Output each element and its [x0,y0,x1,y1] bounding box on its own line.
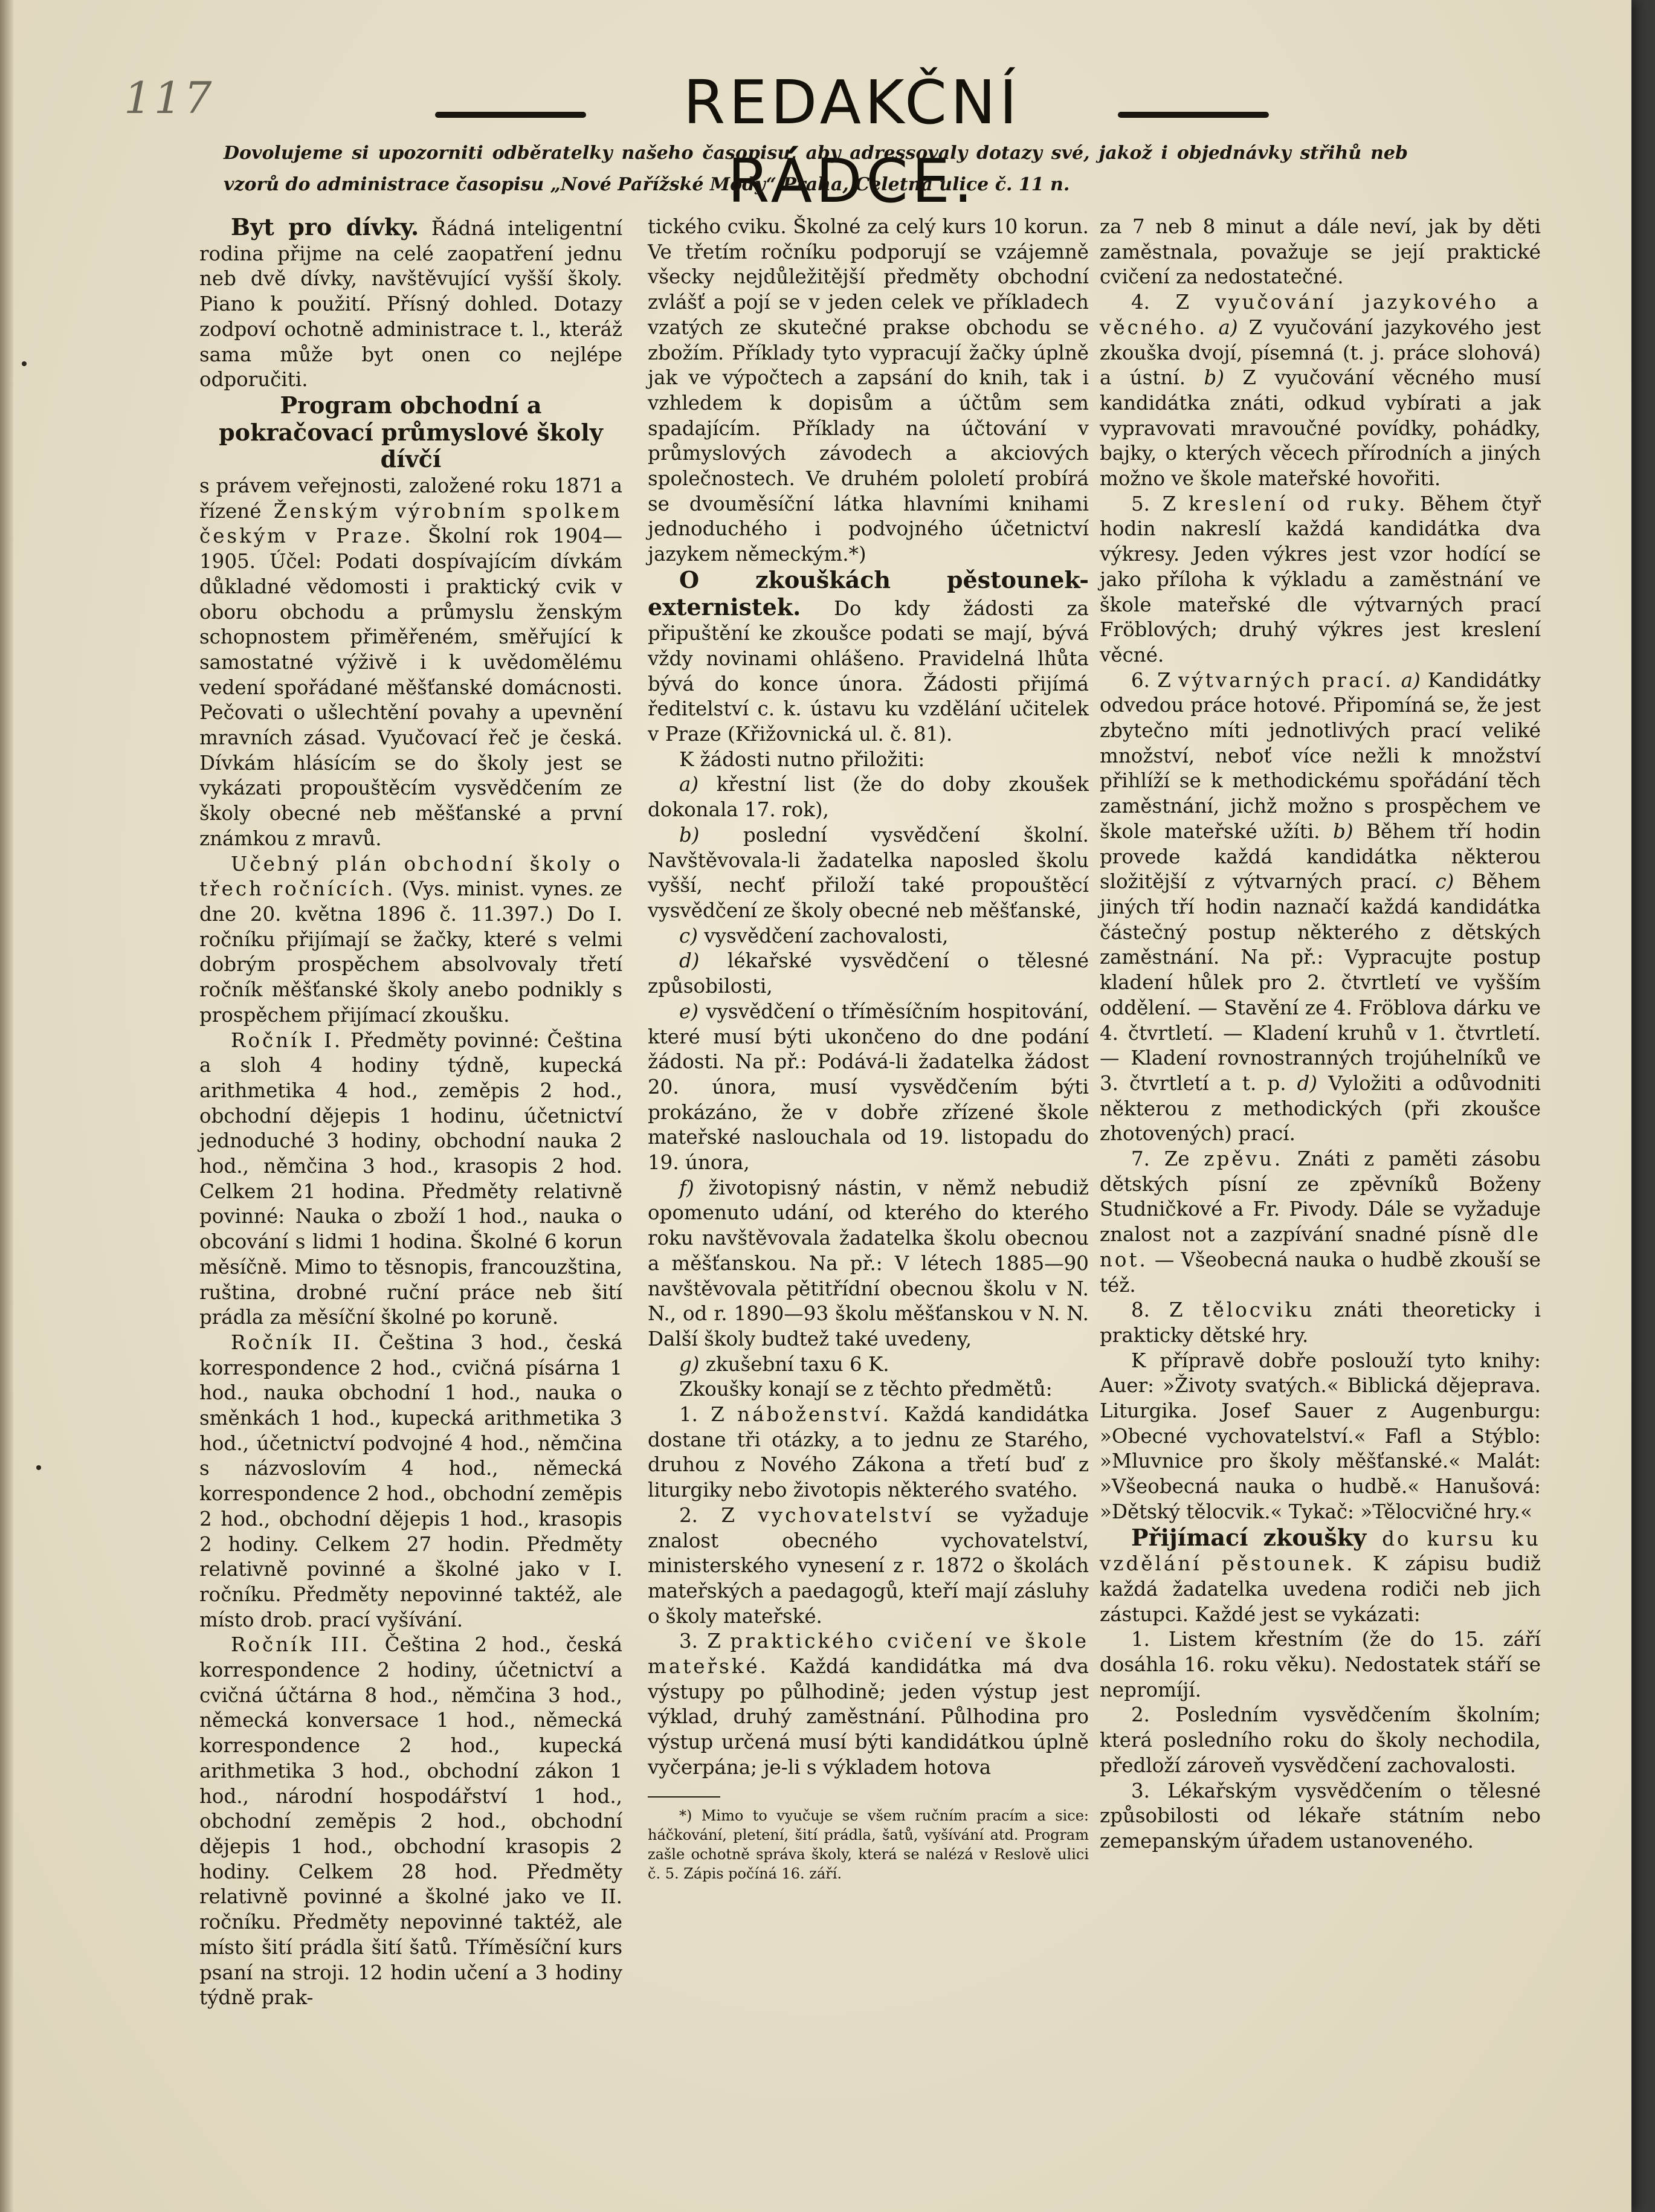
item-c: c) vysvědčení zachovalosti, [679,924,949,947]
editorial-notice: Dovolujeme si upozorniti odběratelky našeho časopisu, aby adressovaly dotazy své, jakož i objednávky střihů neb vzorů do administrace časopisu „Nové Pařížské Mody“ Praha, Celetná ulice č. 11 n. [224,143,1408,195]
subject-5: 5. Z kreslení od ruky. Během čtyř hodin nakreslí každá kandidátka dva výkresy. Jeden výkres jest vzor hodící se jako příloha k výkladu a zaměstnání ve škole mateřské dle výtvarných prací Fröblových; druhý výkres jest kreslení věcné. [1100,492,1541,666]
binding-edge [0,0,13,2212]
column-3 [1100,214,1541,1854]
footnote-rule [648,1796,720,1798]
column-2 [648,214,1089,1883]
article-heading-program: Program obchodní a pokračovací průmyslové školy dívčí [219,391,603,473]
requirement-3: 3. Lékařským vysvědčením o tělesné způsobilosti od lékaře státním nebo zemepanským úřadem ustanoveného. [1100,1779,1541,1852]
item-d: d) lékařské vysvědčení o tělesné způsobilosti, [648,949,1089,998]
rocnik-1: Ročník I. Předměty povinné: Čeština a sloh 4 hodiny týdně, kupecká arithmetika 4 hod., zeměpis 2 hod., obchodní dějepis 1 hodinu, účetnictví jednoduché 3 hodiny, obchodní nauka 2 hod., němčina 3 hod., krasopis 2 hod. Celkem 21 hodina. Předměty relativně povinné: Nauka o zboží 1 hod., nauka o obcování s lidmi 1 hodina. Školné 6 korun měsíčně. Mimo to těsnopis, francouzština, ruština, drobné ruční práce neb šití prádla za měsíční školné po koruně. [199,1028,622,1329]
print-speck [22,361,27,366]
subject-3: 3. Z praktického cvičení ve škole mateřské. Každá kandidátka má dva výstupy po půlhodině; jeden výstup jest výklad, druhý zaměstnání. Půlhodina pro výstup určená musí býti kandidátkou úplně vyčerpána; je-li s výkladem hotova [648,1630,1089,1779]
article-heading: Byt pro dívky. [231,213,419,240]
item-b: b) poslední vysvědčení školní. Navštěvovala-li žadatelka naposled školu vyšší, nechť přiloží také propouštěcí vysvědčení ze školy obecné neb měšťanské, [648,823,1089,922]
requirement-2: 2. Posledním vysvědčením školním; která posledního roku do školy nechodila, předloží zároveň vysvědčení zachovalosti. [1100,1703,1541,1777]
rocnik-2: Ročník II. Čeština 3 hod., česká korrespondence 2 hod., cvičná písárna 1 hod., nauka obchodní 1 hod., nauka o směnkách 1 hod., kupecká arithmetika 3 hod., účetnictví podvojné 4 hod., němčina s názvoslovím 4 hod., německá korrespondence 2 hod., obchodní zeměpis 2 hod., obchodní dějepis 1 hod., krasopis 2 hodiny. Celkem 27 hodin. Předměty relativně povinné a školné jako v I. ročníku. Předměty nepovinné taktéž, ale místo drob. prací vyšívání. [199,1330,622,1631]
page-title: REDAKČNÍ RÁDCE. [683,67,1021,216]
title-rule-right [1118,112,1269,118]
article-byt-pro-divky: Byt pro dívky. Řádná inteligentní rodina přijme na celé zaopatření jednu neb dvě dívky, navštěvující vyšší školy. Piano k použití. Přísný dohled. Dotazy zodpoví ochotně administrace t. l., kteráž sama může byt onen co nejlépe odporučiti. [199,213,622,392]
subject-8: 8. Z tělocviku znáti theoreticky i prakticky dětské hry. [1100,1298,1541,1347]
article-heading: O zkouškách pěstounek-externistek. [648,566,1089,621]
article-heading: Přijímací zkoušky [1131,1523,1367,1551]
subjects-intro: Zkoušky konají se z těchto předmětů: [679,1378,1053,1401]
subject-2: 2. Z vychovatelství se vyžaduje znalost obecného vychovatelství, ministerského vynesení z r. 1872 o školách mateřských a paedagogů, kteří mají zásluhy o školy mateřské. [648,1503,1089,1628]
book-list: K přípravě dobře poslouží tyto knihy: Auer: »Životy svatých.« Biblická dějeprava. Liturgika. Josef Sauer z Augenburgu: »Obecné vychovatelství.« Fafl a Stýblo: »Mluvnice pro školy měšťanské.« Malát: »Všeobecná nauka o hudbě.« Hanušová: »Dětský tělocvik.« Tykač: »Tělocvičné hry.« [1100,1349,1541,1523]
attachments-intro: K žádosti nutno přiložiti: [679,747,925,771]
column-1 [199,214,622,2011]
item-e: e) vysvědčení o tříměsíčním hospitování, které musí býti ukončeno do dne podání žádosti. Na př.: Podává-li žadatelka žádost 20. února, musí vysvědčením býti prokázáno, že v dobře zřízené škole mateřské naslouchala od 19. listopadu do 19. února, [648,999,1089,1175]
subject-7: 7. Ze zpěvu. Znáti z paměti zásobu dětských písní ze zpěvníků Boženy Studničkové a Fr. Pivody. Dále se vyžaduje znalost not a zazpívání snadné písně dle not. — Všeobecná nauka o hudbě zkouší se též. [1100,1147,1541,1297]
handwritten-page-number: 117 [124,73,215,123]
item-f: f) životopisný nástin, v němž nebudiž opomenuto udání, od kterého do kterého roku navštěvovala žadatelka školu obecnou a měšťanskou. Na př.: V létech 1885—90 navštěvovala pětitřídní obecnou školu v N. N., od r. 1890—93 školu měšťanskou v N. N. Další školy budtež také uvedeny, [648,1176,1089,1350]
item-g: g) zkušební taxu 6 K. [679,1352,889,1376]
subject-1: 1. Z náboženství. Každá kandidátka dostane tři otázky, a to jednu ze Starého, druhou z Nového Zákona a třetí buď z liturgiky nebo životopis některého svatého. [648,1403,1089,1502]
subject-4: 4. Z vyučování jazykového a věcného. a) Z vyučování jazykového jest zkouška dvojí, písemná (t. j. práce slohová) a ústní. b) Z vyučování věcného musí kandidátka znáti, odkud vybírati a jak vypravovati mravoučné povídky, pohádky, bajky, o kterých věcech přírodních a jiných možno ve škole mateřské hovořiti. [1100,291,1541,491]
rocnik-3: Ročník III. Čeština 2 hod., česká korrespondence 2 hodiny, účetnictví a cvičná účtárna 8 hod., němčina 3 hod., německá konversace 1 hod., německá korrespondence 2 hod., kupecká arithmetika 3 hod., obchodní zákon 1 hod., národní hospodářství 1 hod., obchodní zeměpis 2 hod., obchodní dějepis 1 hod., obchodní krasopis 2 hodiny. Celkem 28 hod. Předměty relativně povinné a školné jako ve II. ročníku. Předměty nepovinné taktéž, ale místo šití prádla šití šatů. Tříměsíční kurs psaní na stroji. 12 hodin učení a 3 hodiny týdně prak- [199,1633,622,2010]
subject-6: 6. Z výtvarných prací. a) Kandidátky odvedou práce hotové. Připomíná se, že jest zbytečno míti jednotlivých prací veliké množství, neboť více nežli k množství přihlíží se k methodickému spořádání těch zaměstnání, jichž možno s prospěchem ve škole mateřské užíti. b) Během tří hodin provede každá kandidátka některou složitější z výtvarných prací. c) Během jiných tří hodin naznačí každá kandidátka částečný postup některého z dětských zaměstnání. Na př.: Vypracujte postup kladení hůlek pro 2. čtvrtletí ve vyšším oddělení. — Stavění ze 4. Fröblova dárku ve 4. čtvrtletí. — Kladení kruhů v 1. čtvrtletí. — Kladení rovnostranných trojúhelníků ve 3. čtvrtletí a t. p. d) Vyložiti a odůvodniti některou z methodických (při zkoušce zhotovených) prací. [1100,668,1541,1146]
print-speck [36,1465,41,1470]
item-a: a) křestní list (že do doby zkoušek dokonala 17. rok), [648,773,1089,822]
program-continued: tického cviku. Školné za celý kurs 10 korun. Ve třetím ročníku podporují se vzájemně všecky nejdůležitější předměty obchodní zvlášť a pojí se v jeden celek ve příkladech vzatých ze skutečné prakse obchodu se zbožím. Příklady tyto vypracují žačky úplně jak ve výpočtech a zapsání do knih, tak i vzhledem k dopisům a účtům sem spadajícím. Příklady na účtování v průmyslových závodech a akciových společnostech. Ve druhém pololetí probírá se dvouměsíční látka hlavními knihami jednoduchého i podvojného účetnictví jazykem německým.*) [648,215,1089,566]
curriculum-intro: Učebný plán obchodní školy o třech ročnících. (Vys. minist. vynes. ze dne 20. května 1896 č. 11.397.) Do I. ročníku přijímají se žačky, které s velmi dobrým prospěchem absolvovaly třetí ročník měšťanské školy anebo podnikly s prospěchem přijímací zkoušku. [199,852,622,1027]
article-program-body: s právem veřejnosti, založené roku 1871 a řízené Ženským výrobním spolkem českým v Praze. Školní rok 1904—1905. Účel: Podati dospívajícím dívkám důkladné vědomosti i praktický cvik v oboru obchodu a průmyslu ženským schopnostem přiměřeném, směřující k samostatné výživě i k uvědomělému vedení spořádané měšťanské domácnosti. Pečovati o ušlechtění povahy a upevnění mravních zásad. Vyučovací řeč je česká. Dívkám hlásícím se do školy jest se vykázati propouštěcím vysvědčením ze školy obecné neb měšťanské a první známkou z mravů. [199,474,622,850]
admission-exams: Přijímací zkoušky do kursu ku vzdělání pěstounek. K zápisu budiž každá žadatelka uvedena rodiči neb jich zástupci. Každé jest se vykázati: [1100,1523,1541,1626]
footnote: *) Mimo to vyučuje se všem ručním pracím a sice: háčkování, pletení, šití prádla, šatů, vyšívání atd. Program zašle ochotně správa školy, která se nalézá v Reslově ulici č. 5. Zápis počíná 16. září. [648,1807,1089,1882]
subject-3-continued: za 7 neb 8 minut a dále neví, jak by děti zaměstnala, považuje se její praktické cvičení za nedostatečné. [1100,215,1541,289]
title-rule-left [435,112,586,118]
requirement-1: 1. Listem křestním (že do 15. září dosáhla 16. roku věku). Nedostatek stáří se nepromíjí. [1100,1628,1541,1701]
article-zkousky-pestounek: O zkouškách pěstounek-externistek. Do kdy žádosti za připuštění ke zkoušce podati se mají, bývá vždy novinami ohlášeno. Pravidelná lhůta bývá do konce února. Žádosti přijímá ředitelství c. k. ústavu ku vzdělání učitelek v Praze (Křižovnická ul. č. 81). [648,566,1089,746]
